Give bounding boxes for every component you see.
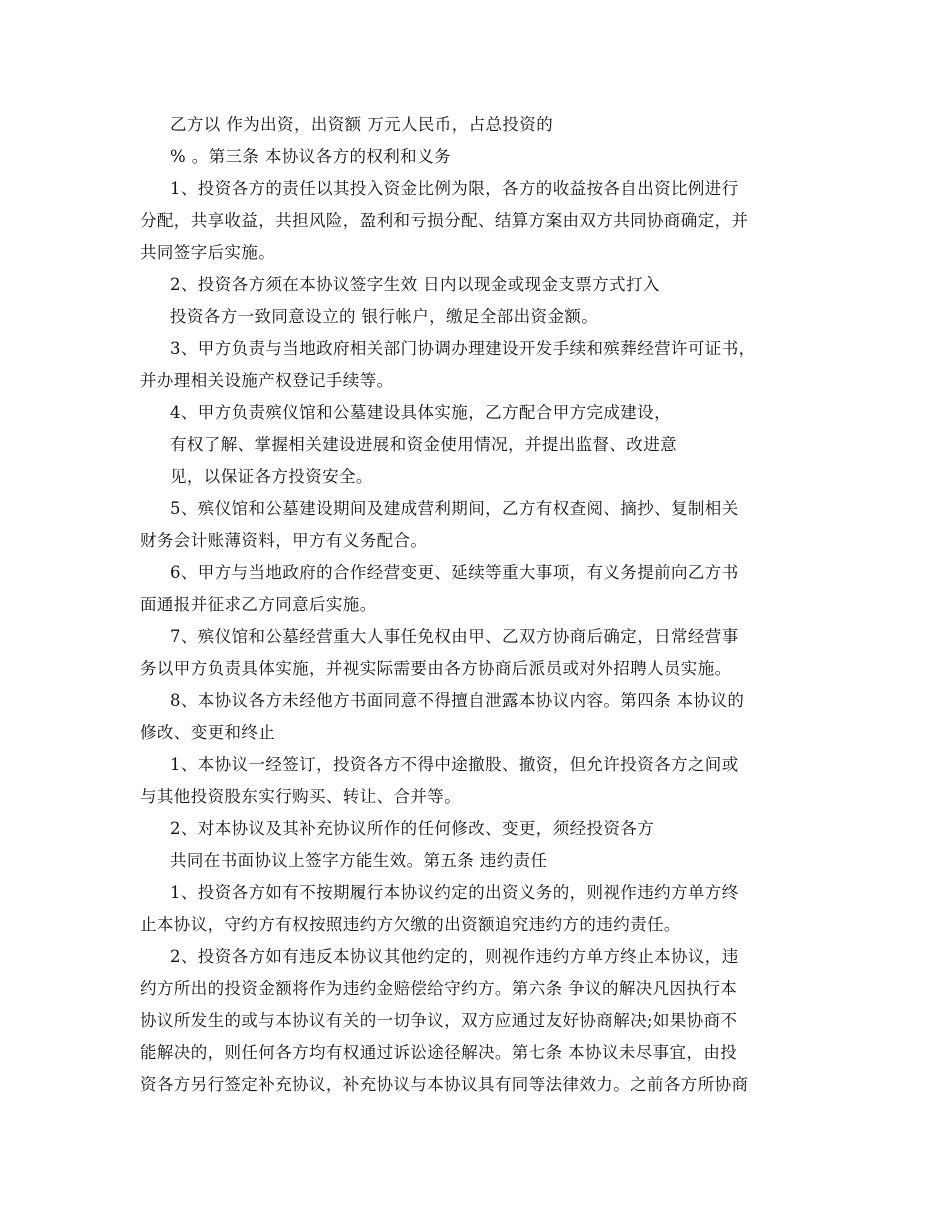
text-line: 约方所出的投资金额将作为违约金赔偿给守约方。第六条 争议的解决凡因执行本 — [140, 979, 738, 998]
text-line: 乙方以 作为出资，出资额 万元人民币，占总投资的 — [170, 115, 554, 134]
text-line: 1、投资各方如有不按期履行本协议约定的出资义务的，则视作违约方单方终 — [170, 883, 739, 902]
text-line: 4、甲方负责殡仪馆和公墓建设具体实施，乙方配合甲方完成建设， — [170, 403, 671, 422]
text-line: 2、投资各方须在本协议签字生效 日内以现金或现金支票方式打入 — [170, 275, 660, 294]
text-line: 共同在书面协议上签字方能生效。第五条 违约责任 — [170, 851, 548, 870]
text-line: 与其他投资股东实行购买、转让、合并等。 — [140, 787, 462, 806]
text-line: 面通报并征求乙方同意后实施。 — [140, 595, 377, 614]
text-line: 2、对本协议及其补充协议所作的任何修改、变更，须经投资各方 — [170, 819, 655, 838]
text-line: 共同签字后实施。 — [140, 243, 276, 262]
text-line: % 。第三条 本协议各方的权利和义务 — [170, 147, 451, 166]
text-line: 修改、变更和终止 — [140, 723, 276, 742]
text-line: 分配，共享收益，共担风险，盈利和亏损分配、结算方案由双方共同协商确定，并 — [140, 211, 749, 230]
text-line: 务以甲方负责具体实施，并视实际需要由各方协商后派员或对外招聘人员实施。 — [140, 659, 732, 678]
text-line: 能解决的，则任何各方均有权通过诉讼途径解决。第七条 本协议未尽事宜，由投 — [140, 1043, 738, 1062]
text-line: 并办理相关设施产权登记手续等。 — [140, 371, 394, 390]
text-line: 5、殡仪馆和公墓建设期间及建成营利期间，乙方有权查阅、摘抄、复制相关 — [170, 499, 739, 518]
text-line: 止本协议，守约方有权按照违约方欠缴的出资额追究违约方的违约责任。 — [140, 915, 681, 934]
text-line: 协议所发生的或与本协议有关的一切争议，双方应通过友好协商解决;如果协商不 — [140, 1011, 738, 1030]
text-line: 见，以保证各方投资安全。 — [170, 467, 373, 486]
text-line: 2、投资各方如有违反本协议其他约定的，则视作违约方单方终止本协议，违 — [170, 947, 739, 966]
text-line: 资各方另行签定补充协议，补充协议与本协议具有同等法律效力。之前各方所协商 — [140, 1075, 749, 1094]
text-line: 8、本协议各方未经他方书面同意不得擅自泄露本协议内容。第四条 本协议的 — [170, 691, 745, 710]
text-line: 7、殡仪馆和公墓经营重大人事任免权由甲、乙双方协商后确定，日常经营事 — [170, 627, 739, 646]
text-line: 3、甲方负责与当地政府相关部门协调办理建设开发手续和殡葬经营许可证书， — [170, 339, 756, 358]
text-line: 1、本协议一经签订，投资各方不得中途撤股、撤资，但允许投资各方之间或 — [170, 755, 739, 774]
text-line: 投资各方一致同意设立的 银行帐户，缴足全部出资金额。 — [170, 307, 599, 326]
text-line: 6、甲方与当地政府的合作经营变更、延续等重大事项，有义务提前向乙方书 — [170, 563, 739, 582]
text-line: 财务会计账薄资料，甲方有义务配合。 — [140, 531, 428, 550]
text-line: 1、投资各方的责任以其投入资金比例为限，各方的收益按各自出资比例进行 — [170, 179, 739, 198]
text-line: 有权了解、掌握相关建设进展和资金使用情况，并提出监督、改进意 — [170, 435, 677, 454]
